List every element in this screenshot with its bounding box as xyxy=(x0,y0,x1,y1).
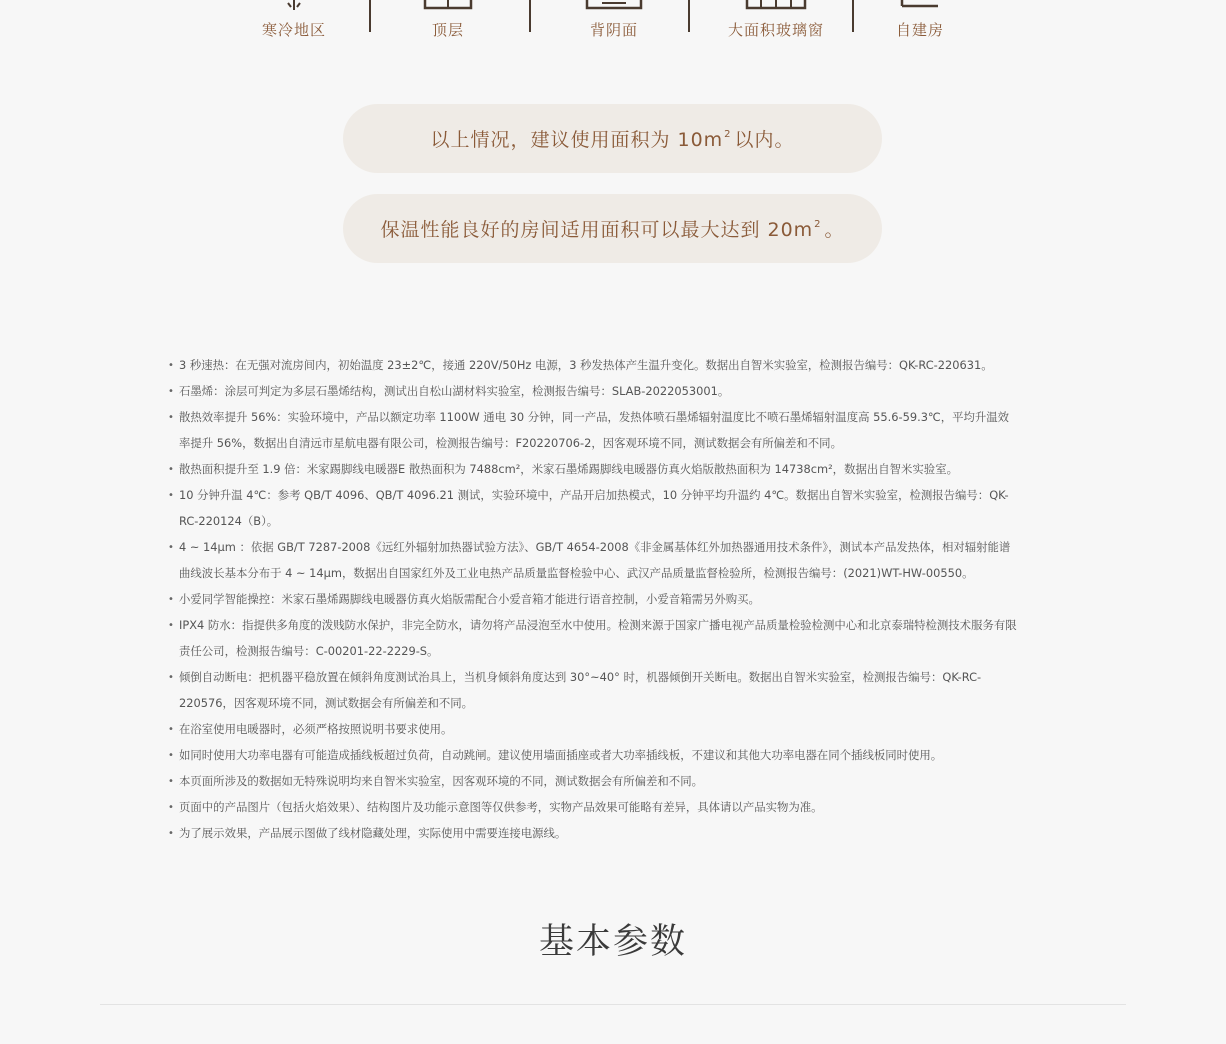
condition-label: 顶层 xyxy=(431,21,464,39)
condition-label: 寒冷地区 xyxy=(261,21,326,39)
condition-large-window xyxy=(716,0,836,60)
divider xyxy=(529,0,531,32)
footnote-item: • 页面中的产品图片（包括火焰效果）、结构图片及功能示意图等仅供参考，实物产品效果可能略有差异，具体请以产品实物为准。 xyxy=(168,794,1018,820)
footnote-item: • IPX4 防水：指提供多角度的泼贱防水保护，非完全防水，请勿将产品浸泡至水中使用。检测来源于国家广播电视产品质量检验检测中心和北京泰瑞特检测技术服务有限责任公司，检测报告编号：C-00201-22-2229-S。 xyxy=(168,612,1018,664)
top-floor-icon xyxy=(423,0,473,12)
footnote-item: • 为了展示效果，产品展示图做了线材隐藏处理，实际使用中需要连接电源线。 xyxy=(168,820,1018,846)
condition-label: 背阴面 xyxy=(589,21,638,39)
footnote-item: • 倾倒自动断电：把机器平稳放置在倾斜角度测试治具上，当机身倾斜角度达到 30°~40° 时，机器倾倒开关断电。数据出自智米实验室，检测报告编号：QK-RC-220576，因客观环境不同，测试数据会有所偏差和不同。 xyxy=(168,664,1018,716)
footnote-item: • 3 秒速热：在无强对流房间内，初始温度 23±2℃，接通 220V/50Hz 电源，3 秒发热体产生温升变化。数据出自智米实验室，检测报告编号：QK-RC-220631。 xyxy=(168,352,1018,378)
shady-side-icon xyxy=(584,0,644,12)
footnote-item: • 4 ~ 14μm ：依据 GB/T 7287-2008《远红外辐射加热器试验方法》、GB/T 4654-2008《非金属基体红外加热器通用技术条件》，测试本产品发热体，相对辐射能谱曲线波长基本分布于 4 ~ 14μm，数据出自国家红外及工业电热产品质量监督检验中心、武汉产品质量监督检验所，检测报告编号：(2021)WT-HW-00550。 xyxy=(168,534,1018,586)
self-built-house-icon xyxy=(895,0,945,12)
footnote-item: • 10 分钟升温 4℃：参考 QB/T 4096、QB/T 4096.21 测试，实验环境中，产品开启加热模式，10 分钟平均升温约 4℃。数据出自智米实验室，检测报告编号：QK-RC-220124（B）。 xyxy=(168,482,1018,534)
max-area-tip-pill xyxy=(343,194,882,263)
superscript: 2 xyxy=(724,129,732,140)
tip-text-end: 以内。 xyxy=(734,129,795,151)
divider xyxy=(688,0,690,32)
tip-text: 以上情况，建议使用面积为 10m xyxy=(430,129,724,151)
footnote-item: • 散热面积提升至 1.9 倍：米家踢脚线电暖器E 散热面积为 7488cm²，米家石墨烯踢脚线电暖器仿真火焰版散热面积为 14738cm²，数据出自智米实验室。 xyxy=(168,456,1018,482)
superscript: 2 xyxy=(814,219,822,230)
tip-text: 保温性能良好的房间适用面积可以最大达到 20m xyxy=(380,219,814,241)
condition-top-floor xyxy=(398,0,498,60)
condition-self-built-house xyxy=(870,0,970,60)
condition-label: 自建房 xyxy=(895,21,944,39)
footnote-item: • 石墨烯：涂层可判定为多层石墨烯结构，测试出自松山湖材料实验室，检测报告编号：SLAB-2022053001。 xyxy=(168,378,1018,404)
divider xyxy=(369,0,371,32)
footnote-item: • 如同时使用大功率电器有可能造成插线板超过负荷，自动跳闸。建议使用墙面插座或者大功率插线板，不建议和其他大功率电器在同个插线板同时使用。 xyxy=(168,742,1018,768)
large-window-icon xyxy=(745,0,807,12)
footnote-item: • 小爱同学智能操控：米家石墨烯踢脚线电暖器仿真火焰版需配合小爱音箱才能进行语音控制，小爱音箱需另外购买。 xyxy=(168,586,1018,612)
tip-text-end: 。 xyxy=(824,219,845,241)
section-divider xyxy=(100,1004,1126,1005)
footnote-item: • 散热效率提升 56%：实验环境中，产品以额定功率 1100W 通电 30 分钟，同一产品，发热体喷石墨烯辐射温度比不喷石墨烯辐射温度高 55.6-59.3℃，平均升温效率提升 56%，数据出自清远市星航电器有限公司，检测报告编号：F20220706-2，因客观环境不同，测试数据会有所偏差和不同。 xyxy=(168,404,1018,456)
condition-shady-side xyxy=(564,0,664,60)
room-conditions-row xyxy=(0,0,1226,60)
footnote-item: • 本页面所涉及的数据如无特殊说明均来自智米实验室，因客观环境的不同，测试数据会有所偏差和不同。 xyxy=(168,768,1018,794)
condition-cold-region xyxy=(244,0,344,60)
divider xyxy=(852,0,854,32)
section-title-basic-params: 基本参数 xyxy=(538,922,687,962)
area-tip-pill xyxy=(343,104,882,173)
footnote-item: • 在浴室使用电暖器时，必须严格按照说明书要求使用。 xyxy=(168,716,1018,742)
footnotes-list xyxy=(168,352,1018,846)
snowflake-icon xyxy=(279,0,309,12)
condition-label: 大面积玻璃窗 xyxy=(727,21,824,39)
